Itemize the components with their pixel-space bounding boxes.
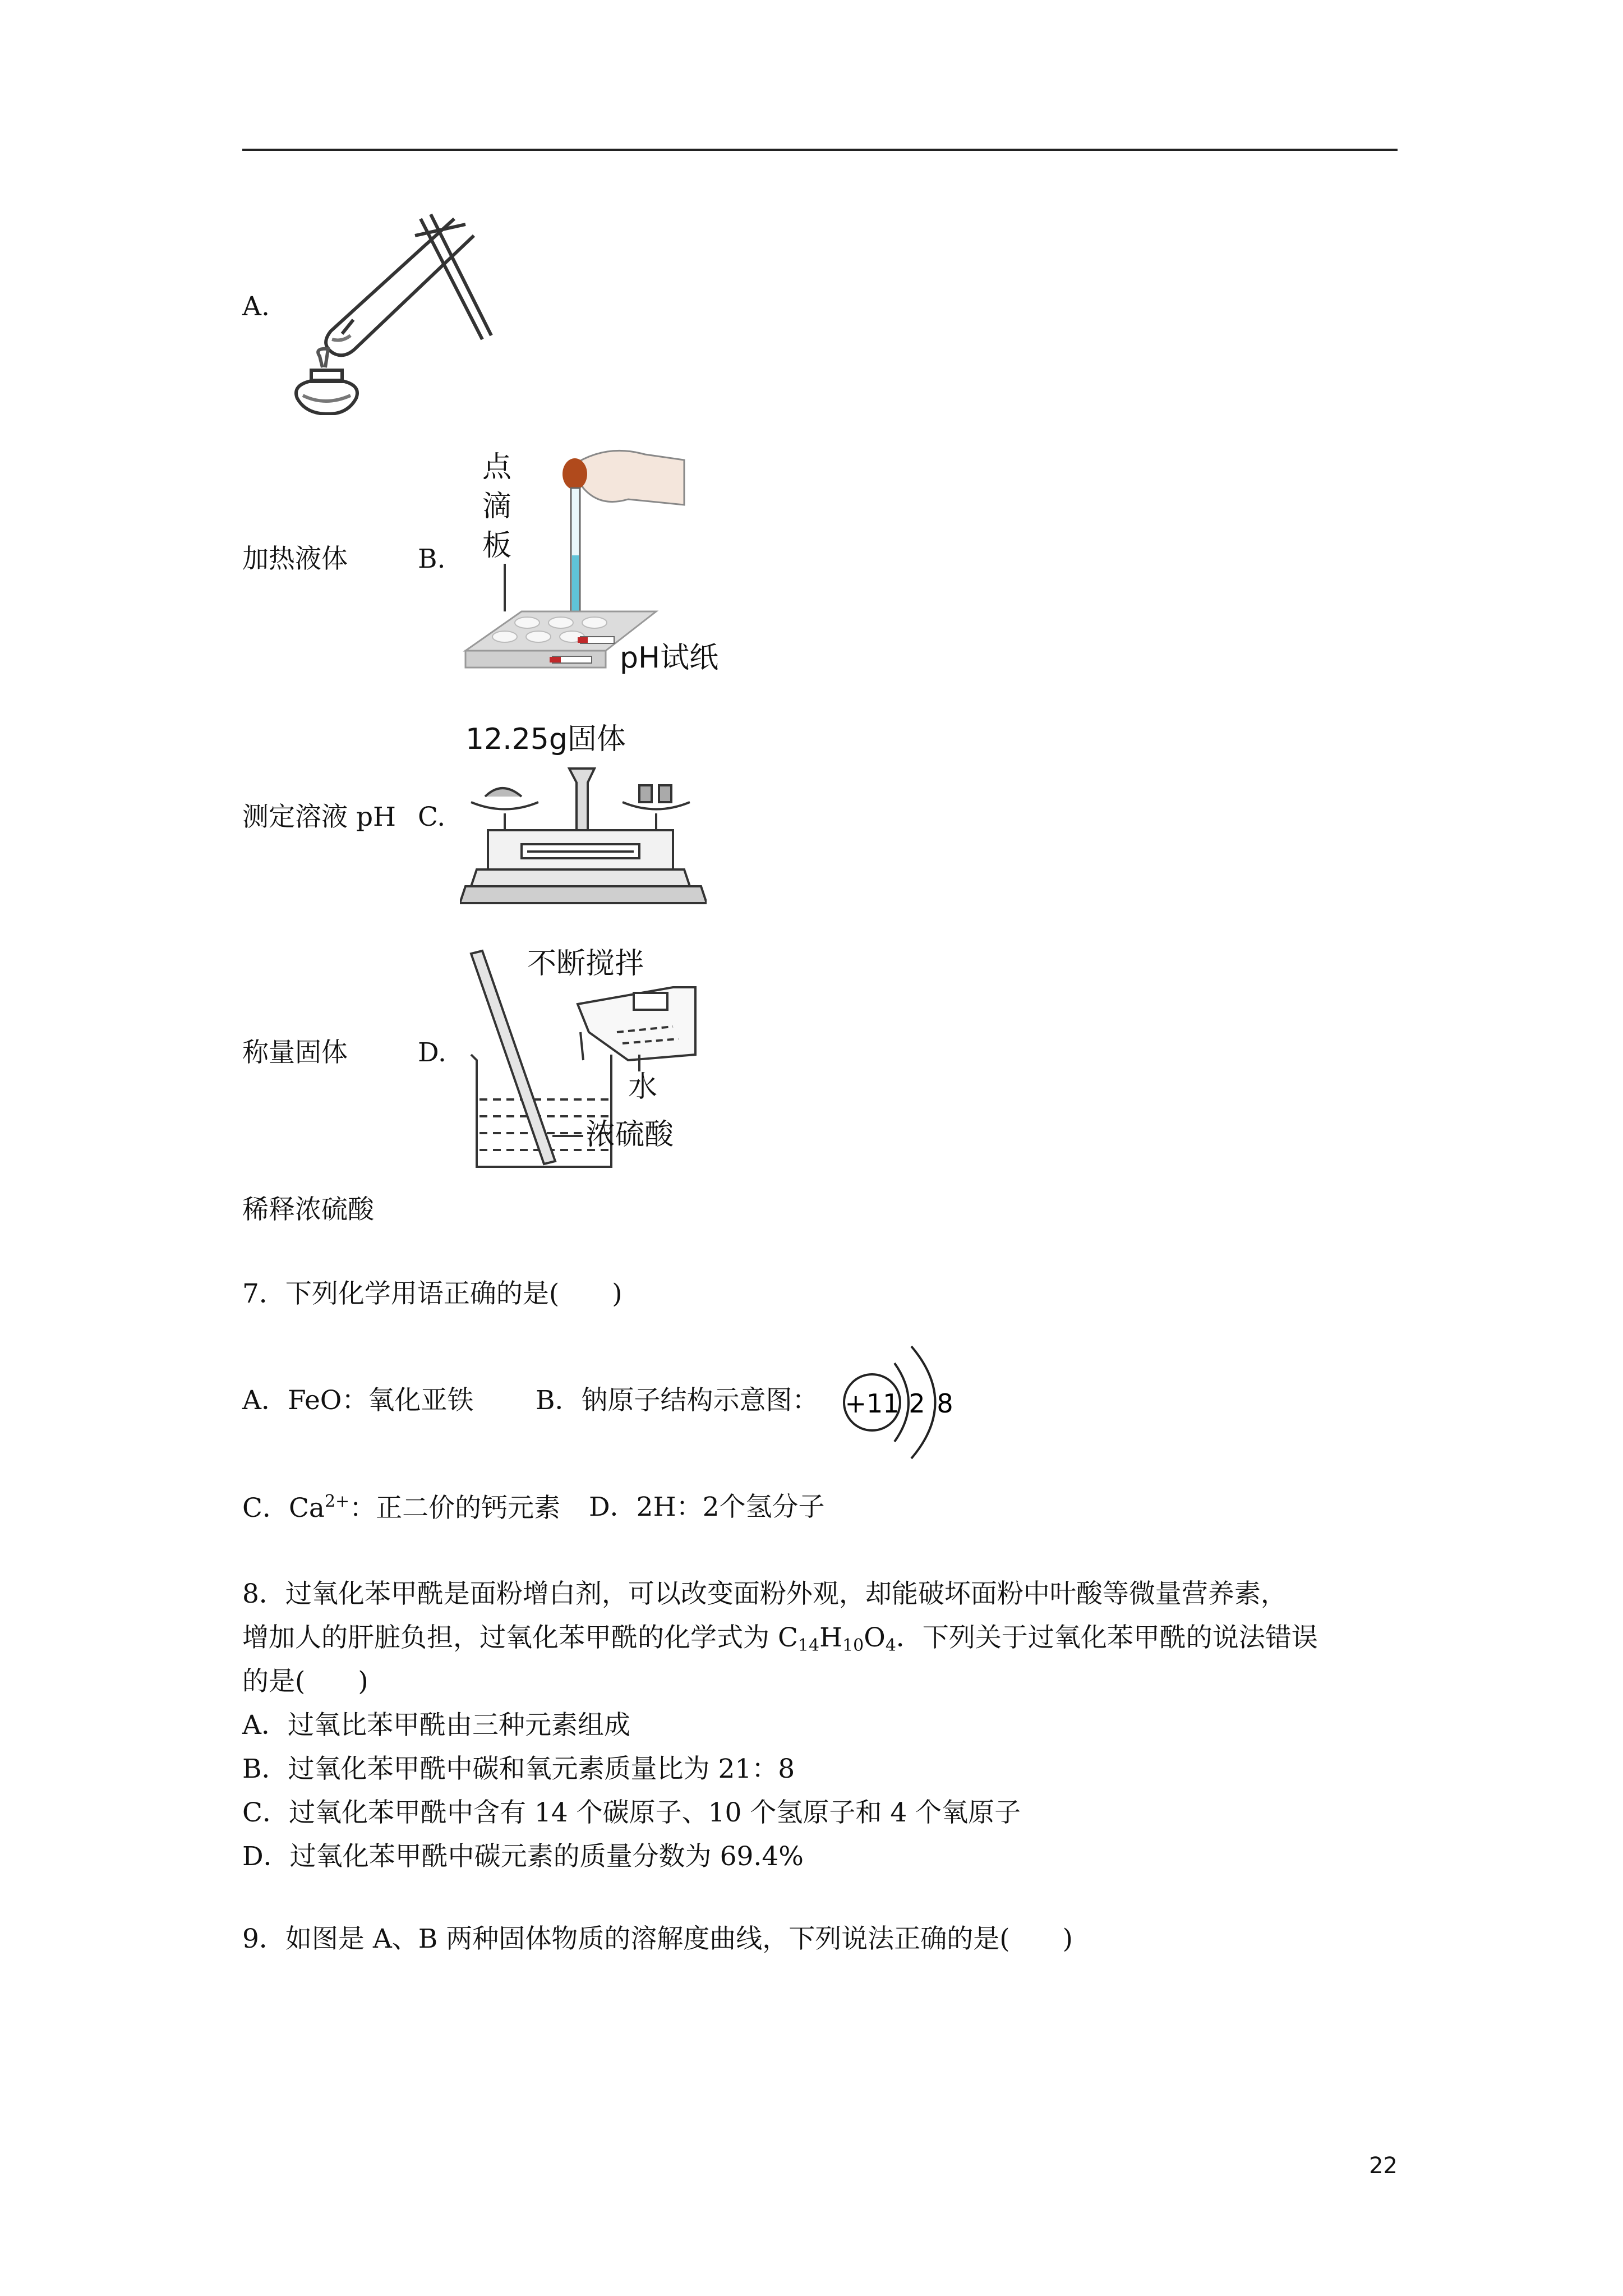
sodium-atom-diagram — [838, 1335, 967, 1470]
heating-liquid-figure — [280, 202, 505, 415]
option-a-caption: 加热液体 — [242, 544, 348, 574]
nucleus-charge: +11 — [845, 1388, 900, 1419]
ph-fig-text-2: 滴 — [482, 490, 512, 523]
q8-line-3: 的是( ) — [242, 1666, 368, 1697]
q7-stem: 7．下列化学用语正确的是( ) — [242, 1278, 623, 1309]
q8-option-c: C．过氧化苯甲酰中含有 14 个碳原子、10 个氢原子和 4 个氧原子 — [242, 1797, 1021, 1828]
shell-1-count: 2 — [909, 1388, 925, 1419]
option-d-caption: 稀释浓硫酸 — [242, 1194, 374, 1225]
shell-2-count: 8 — [937, 1388, 953, 1419]
option-b-label: B. — [418, 544, 446, 574]
q8-line-2: 增加人的肝脏负担，过氧化苯甲酰的化学式为 $C_{14}H_{10}O_4$．下列关于过氧化苯甲酰的说法错误 — [242, 1622, 1318, 1655]
page-number: 22 — [1369, 2153, 1398, 2179]
q9-stem: 9．如图是 A、B 两种固体物质的溶解度曲线，下列说法正确的是( ) — [242, 1924, 1073, 1954]
q7-option-d: D．2H：2个氢分子 — [589, 1492, 825, 1522]
balance-figure — [460, 718, 707, 920]
balance-fig-text: 12.25g固体 — [465, 723, 626, 756]
ph-fig-text-3: 板 — [482, 529, 512, 563]
dilute-fig-text-3: 浓硫酸 — [586, 1118, 674, 1152]
q8-option-a: A．过氧比苯甲酰由三种元素组成 — [242, 1710, 630, 1741]
dilute-fig-text-2: 水 — [628, 1070, 658, 1104]
option-d-label: D. — [418, 1037, 446, 1068]
option-c-caption: 称量固体 — [242, 1037, 348, 1068]
q8-option-d: D．过氧化苯甲酰中碳元素的质量分数为 69.4% — [242, 1841, 804, 1872]
option-b-caption: 测定溶液 pH — [242, 802, 396, 832]
header-rule — [242, 149, 1398, 151]
q7-option-b: B．钠原子结构示意图： — [536, 1385, 819, 1416]
q8-line-1: 8．过氧化苯甲酰是面粉增白剂，可以改变面粉外观，却能破坏面粉中叶酸等微量营养素， — [242, 1579, 1287, 1609]
q8-option-b: B．过氧化苯甲酰中碳和氧元素质量比为 21：8 — [242, 1754, 795, 1784]
q7-option-c: C．$Ca^{2+}$：正二价的钙元素 — [242, 1492, 561, 1524]
option-c-label: C. — [418, 802, 446, 832]
ph-test-figure — [460, 443, 729, 690]
ph-fig-text-1: 点 — [482, 450, 512, 484]
dilute-acid-figure — [460, 942, 729, 1172]
ph-fig-text-4: pH试纸 — [620, 641, 719, 675]
option-a-label: A. — [242, 291, 270, 322]
q7-option-a: A．FeO：氧化亚铁 — [242, 1385, 474, 1416]
dilute-fig-text-1: 不断搅拌 — [527, 947, 644, 981]
